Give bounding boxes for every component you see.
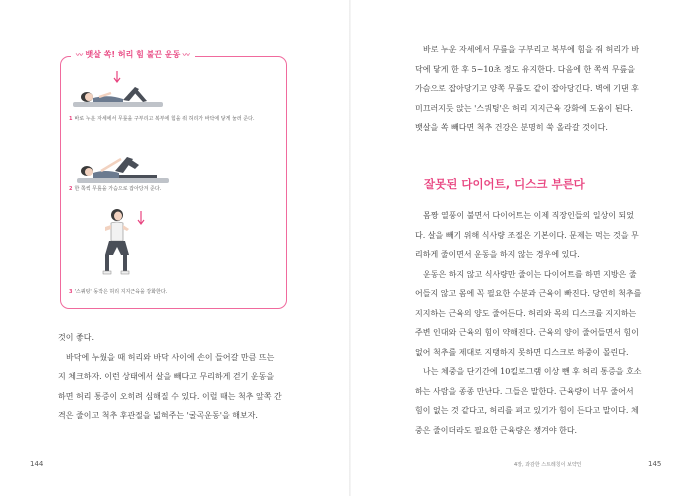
right-bottom-text bbox=[415, 206, 660, 440]
text-line: 바로 누운 자세에서 무릎을 구부리고 복부에 힘을 줘 허리가 바 bbox=[423, 45, 640, 54]
step-1-caption bbox=[69, 115, 274, 123]
text-line: 어들지 않고 몸에 꼭 필요한 수분과 근육이 빠진다. 당연히 척추를 bbox=[415, 289, 642, 298]
right-top-text bbox=[415, 40, 660, 138]
text-line: 지 체크하자. 이런 상태에서 살을 빼다고 무리하게 걷기 운동을 bbox=[58, 372, 275, 381]
text-line: 가슴으로 잡아당기고 양쪽 무릎도 같이 잡아당긴다. 벽에 기댄 후 bbox=[415, 84, 639, 93]
text-line: 것이 좋다. bbox=[58, 333, 94, 342]
squiggle-icon: 〰 bbox=[76, 51, 86, 59]
left-body-text bbox=[58, 328, 298, 426]
exercise-figure-2 bbox=[75, 145, 175, 189]
exercise-figure-3 bbox=[91, 203, 151, 281]
text-line: 다. 살을 빼기 위해 식사량 조절은 기본이다. 문제는 먹는 것을 무 bbox=[415, 230, 639, 240]
text-line: 몸짱 열풍이 불면서 다이어트는 이제 직장인들의 일상이 되었 bbox=[423, 211, 634, 220]
step-text: 바로 누운 자세에서 무릎을 구부리고 복부에 힘을 줘 허리가 바닥에 닿게 눌러 준다. bbox=[74, 116, 255, 122]
step-text: '스쿼팅' 동작은 허리 지지근육을 강화한다. bbox=[74, 289, 168, 295]
exercise-box-title bbox=[71, 49, 195, 60]
section-heading: 잘못된 다이어트, 디스크 부른다 bbox=[424, 177, 585, 191]
text-line: 바닥에 누웠을 때 허리와 바닥 사이에 손이 들어갈 만큼 뜨는 bbox=[66, 352, 275, 362]
text-line: 하는 사람을 종종 만난다. 그들은 말한다. 근육량이 너무 줄어서 bbox=[415, 386, 634, 396]
text-line: 지지하는 근육의 양도 줄어든다. 허리와 목의 디스크를 지지하는 bbox=[415, 308, 637, 318]
text-line: 중은 줄이더라도 필요한 근육량은 챙겨야 한다. bbox=[415, 425, 578, 435]
text-line: 미끄러지듯 앉는 '스쿼팅'은 허리 지지근육 강화에 도움이 된다. bbox=[415, 103, 633, 113]
page-number-left: 144 bbox=[30, 460, 44, 468]
squiggle-icon: 〰 bbox=[180, 51, 190, 59]
text-line: 리하게 줄이면서 운동을 하지 않는 경우에 있다. bbox=[415, 250, 580, 259]
text-line: 격은 줄이고 척추 후관절을 넓혀주는 '굴곡운동'을 해보자. bbox=[58, 411, 258, 420]
step-number: 2 bbox=[69, 186, 73, 192]
text-line: 닥에 닿게 한 후 5~10초 정도 유지한다. 다음에 한 쪽씩 무릎을 bbox=[415, 64, 635, 74]
text-line: 하면 허리 통증이 오히려 심해질 수 있다. 이럴 때는 척추 앞쪽 간 bbox=[58, 391, 282, 401]
text-line: 없어 척추를 제대로 지탱하지 못하면 디스크로 하중이 몰린다. bbox=[415, 347, 629, 357]
page-number-right: 145 bbox=[648, 460, 662, 468]
text-line: 운동은 하지 않고 식사량만 줄이는 다이어트를 하면 지방은 줄 bbox=[423, 269, 637, 279]
step-text: 한 쪽씩 무릎을 가슴으로 잡아당겨 준다. bbox=[74, 186, 162, 192]
step-number: 3 bbox=[69, 289, 73, 295]
step-2-caption bbox=[69, 185, 274, 193]
text-line: 힘이 없는 것 같다고, 허리를 펴고 있기가 힘이 든다고 말이다. 체 bbox=[415, 406, 639, 415]
exercise-box-title-text: 뱃살 쏙! 허리 힘 불끈 운동 bbox=[85, 50, 181, 59]
exercise-figure-1 bbox=[69, 69, 169, 113]
step-3-caption bbox=[69, 288, 274, 296]
text-line: 나는 체중을 단기간에 10킬로그램 이상 뺀 후 허리 통증을 호소 bbox=[423, 367, 642, 376]
exercise-box bbox=[60, 50, 287, 309]
book-gutter bbox=[349, 0, 351, 496]
running-head: 4장, 과감한 스트레칭이 보약인 bbox=[514, 462, 582, 468]
step-number: 1 bbox=[69, 116, 73, 122]
text-line: 주변 인대와 근육의 힘이 약해진다. 근육의 양이 줄어들면서 힘이 bbox=[415, 328, 639, 337]
text-line: 뱃살을 쏙 빼다면 척추 건강은 분명히 쑥 올라갈 것이다. bbox=[415, 123, 608, 132]
